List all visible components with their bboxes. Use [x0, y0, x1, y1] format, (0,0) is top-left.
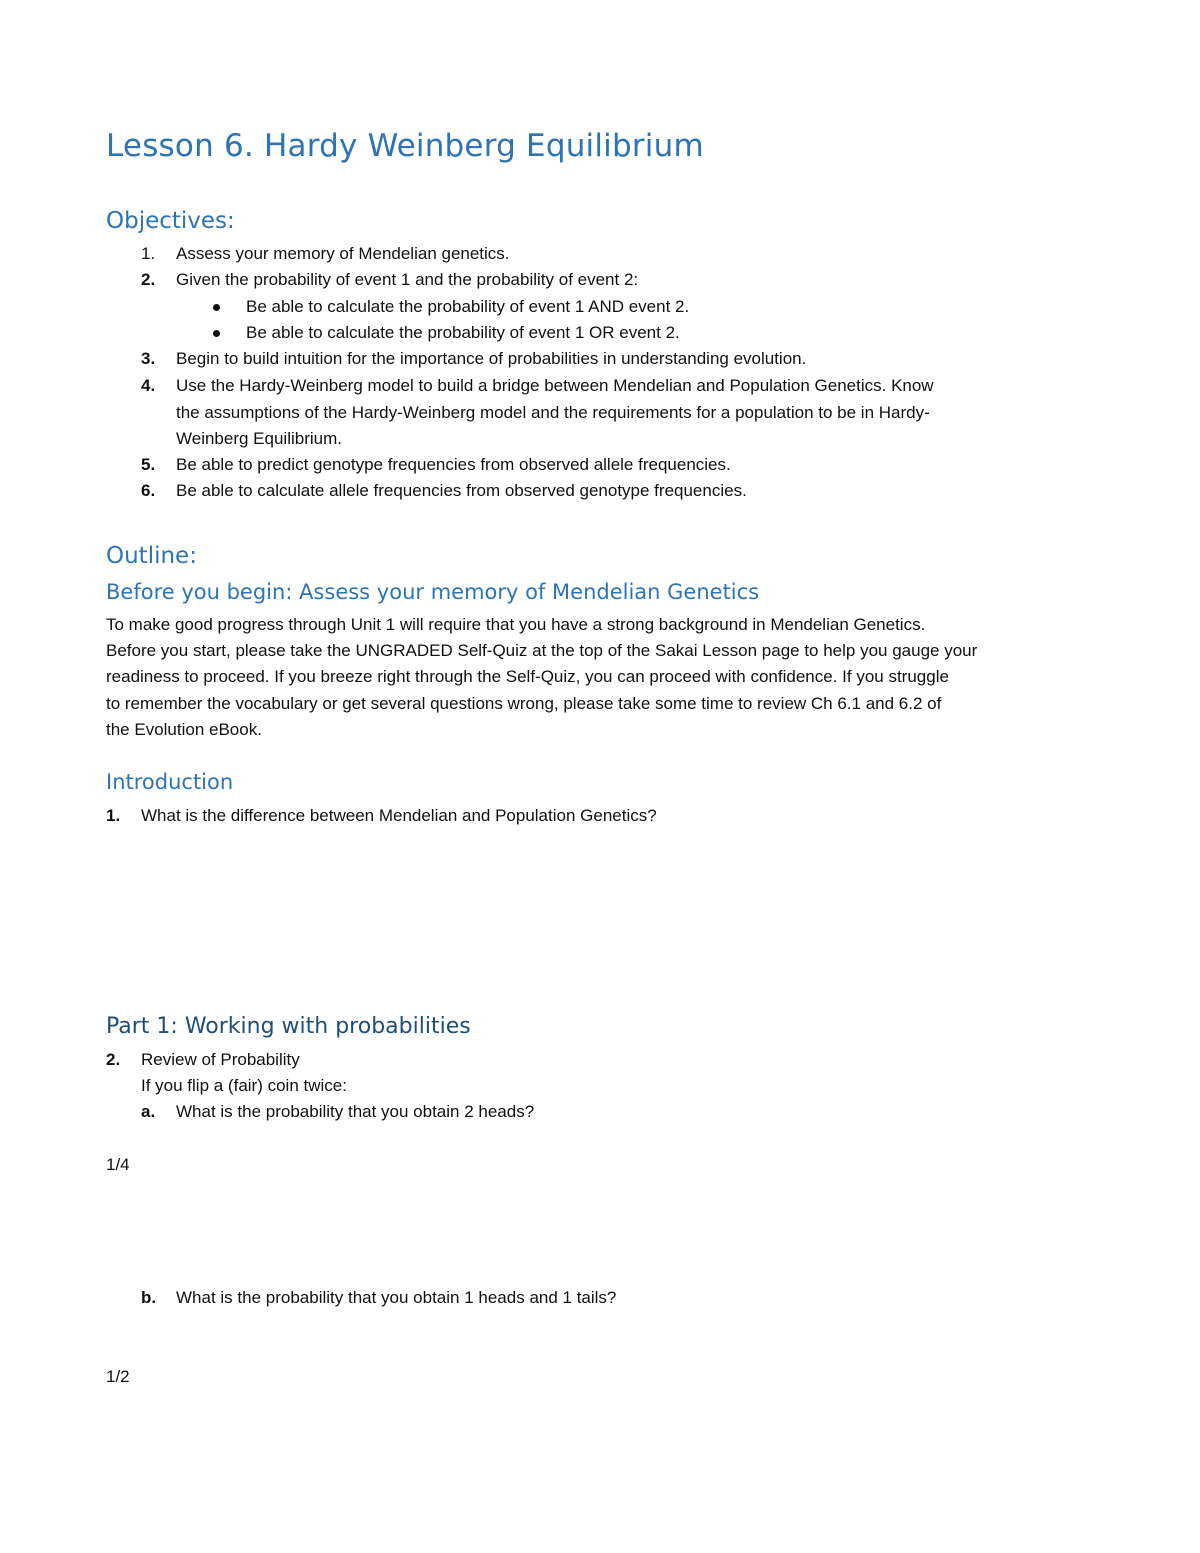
- objective-text: Weinberg Equilibrium.: [176, 429, 342, 448]
- outline-heading: Outline:: [106, 543, 197, 569]
- subquestion-letter: a.: [141, 1102, 156, 1121]
- introduction-heading: Introduction: [106, 770, 234, 794]
- question-subtext: If you flip a (fair) coin twice:: [141, 1076, 347, 1095]
- objective-number: 3.: [141, 349, 156, 368]
- subquestion-letter: b.: [141, 1288, 157, 1307]
- paragraph-line: the Evolution eBook.: [106, 720, 262, 739]
- objective-subitem: Be able to calculate the probability of event 1 AND event 2.: [246, 297, 690, 316]
- paragraph-line: To make good progress through Unit 1 will require that you have a strong background in Mendelian Genetics.: [106, 615, 926, 634]
- bullet-icon: [213, 304, 220, 311]
- subquestion-text: What is the probability that you obtain 1 heads and 1 tails?: [176, 1288, 617, 1307]
- objective-text: the assumptions of the Hardy-Weinberg model and the requirements for a population to be in Hardy-: [176, 403, 930, 422]
- question-text: Review of Probability: [141, 1050, 300, 1069]
- objective-number: 5.: [141, 455, 156, 474]
- part1-heading: Part 1: Working with probabilities: [106, 1014, 471, 1039]
- objectives-heading: Objectives:: [106, 208, 235, 234]
- paragraph-line: to remember the vocabulary or get several questions wrong, please take some time to review Ch 6.1 and 6.2 of: [106, 694, 942, 713]
- paragraph-line: readiness to proceed. If you breeze right through the Self-Quiz, you can proceed with confidence. If you struggle: [106, 667, 949, 686]
- bullet-icon: [213, 330, 220, 337]
- objective-number: 4.: [141, 376, 156, 395]
- objective-text: Given the probability of event 1 and the probability of event 2:: [176, 270, 639, 289]
- objective-text: Use the Hardy-Weinberg model to build a bridge between Mendelian and Population Genetics. Know: [176, 376, 934, 395]
- question-text: What is the difference between Mendelian and Population Genetics?: [141, 806, 657, 825]
- objective-number: 6.: [141, 481, 156, 500]
- before-you-begin-heading: Before you begin: Assess your memory of Mendelian Genetics: [106, 580, 760, 604]
- objective-text: Be able to calculate allele frequencies from observed genotype frequencies.: [176, 481, 747, 500]
- objective-text: Begin to build intuition for the importance of probabilities in understanding evolution.: [176, 349, 807, 368]
- objective-number: 1.: [141, 244, 156, 263]
- objective-text: Assess your memory of Mendelian genetics.: [176, 244, 510, 263]
- answer-text: 1/2: [106, 1367, 130, 1386]
- objective-subitem: Be able to calculate the probability of event 1 OR event 2.: [246, 323, 680, 342]
- question-number: 2.: [106, 1050, 121, 1069]
- question-number: 1.: [106, 806, 121, 825]
- subquestion-text: What is the probability that you obtain 2 heads?: [176, 1102, 535, 1121]
- answer-text: 1/4: [106, 1155, 130, 1174]
- objective-number: 2.: [141, 270, 156, 289]
- objective-text: Be able to predict genotype frequencies from observed allele frequencies.: [176, 455, 731, 474]
- paragraph-line: Before you start, please take the UNGRADED Self-Quiz at the top of the Sakai Lesson page to help you gauge your: [106, 641, 978, 660]
- page-title: Lesson 6. Hardy Weinberg Equilibrium: [106, 128, 704, 164]
